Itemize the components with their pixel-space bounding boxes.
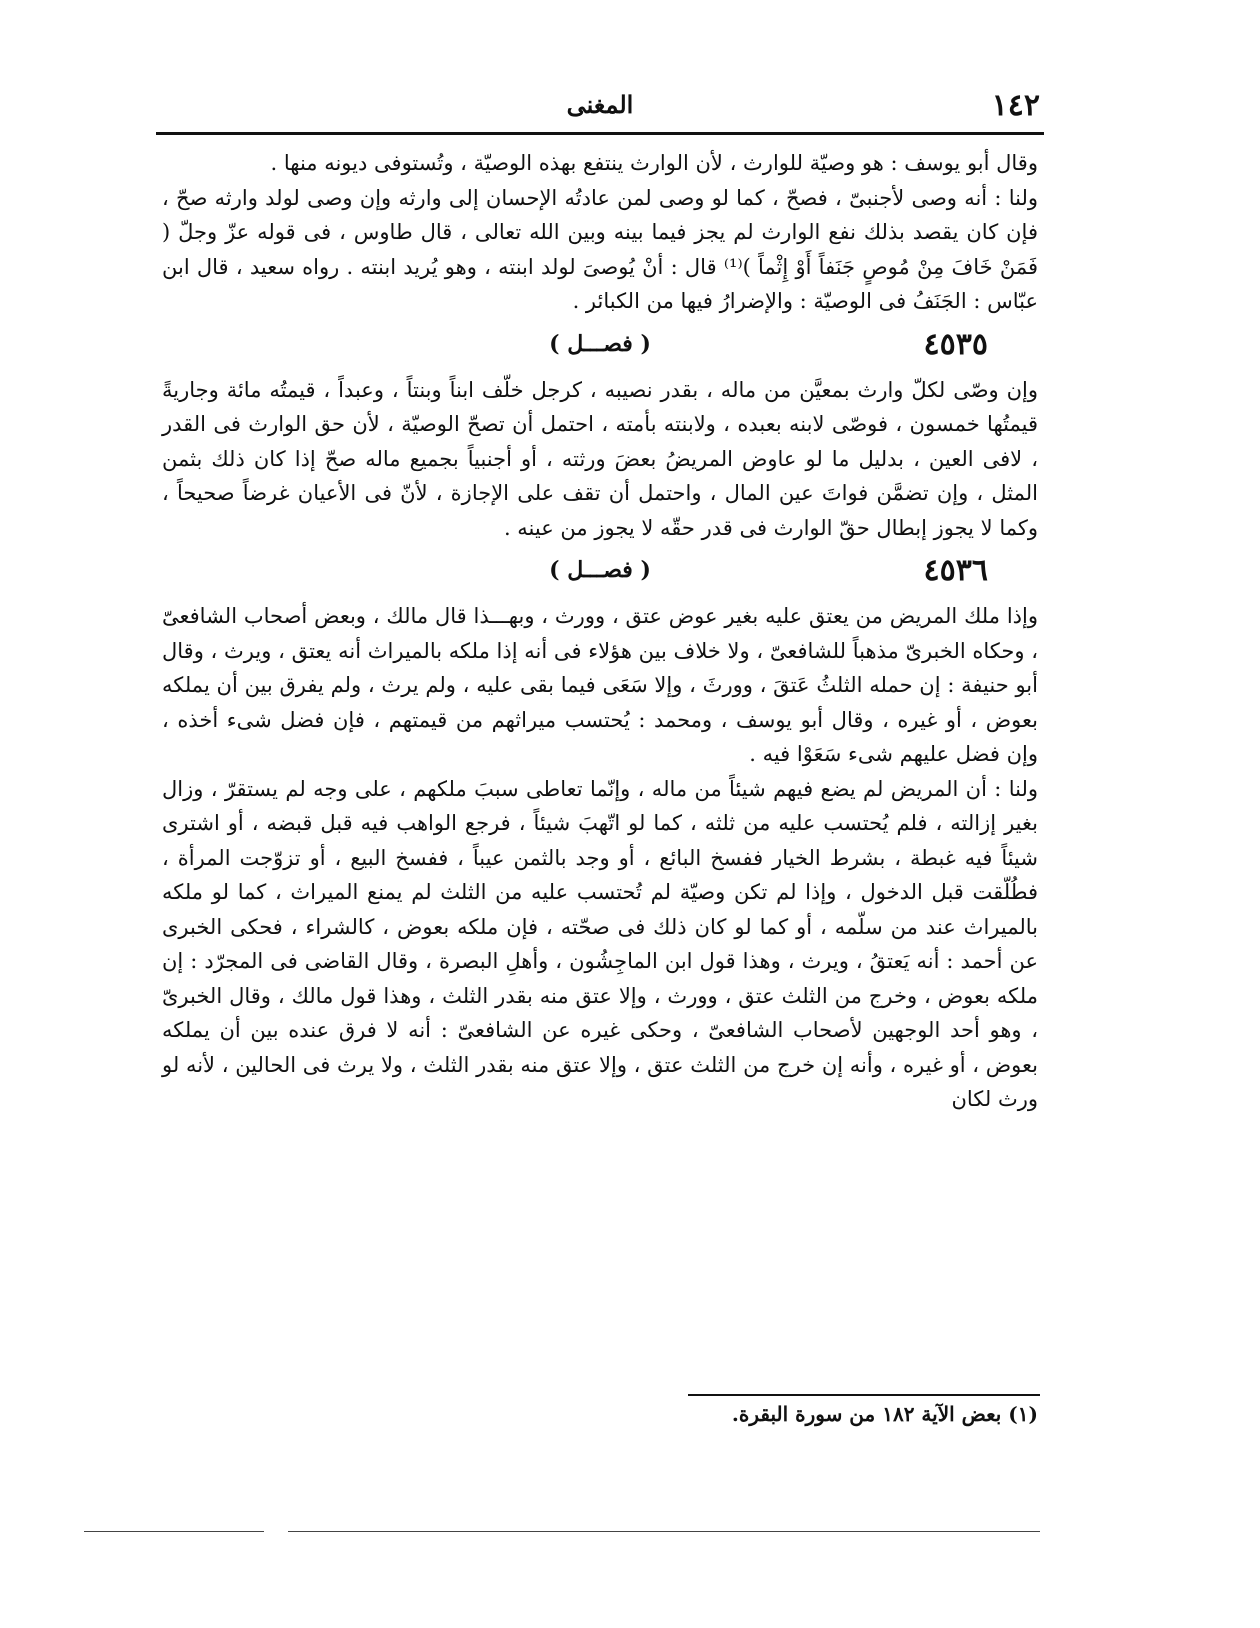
section-heading [162, 549, 1038, 597]
page-body [162, 146, 1038, 1117]
bottom-rule [288, 1531, 1040, 1532]
section-heading [162, 323, 1038, 371]
paragraph: وإذا ملك المريض من يعتق عليه بغير عوض عتق ، وورث ، وبهـــذا قال مالك ، وبعض أصحاب الشافعىّ ، وحكاه الخبرىّ مذهباً للشافعىّ ، ولا خلاف بين هؤلاء فى أنه إذا ملكه بالميراث أنه يعتق ، ويرث ، وقال أبو حنيفة : إن حمله الثلثُ عَتقَ ، وورثَ ، وإلا سَعَى فيما بقى عليه ، ولم يرث ، ولم يفرق بين أن يملكه بعوض ، أو غيره ، وقال أبو يوسف ، ومحمد : يُحتسب ميراثهم من قيمتهم ، فإن فضل شىء أخذه ، وإن فضل عليهم شىء سَعَوْا فيه . [162, 604, 1038, 766]
page-header [160, 88, 1040, 128]
section-title: ( فصـــل ) [549, 557, 651, 583]
section-number: ٤٥٣٥ [923, 326, 988, 362]
page-number: ١٤٢ [991, 88, 1040, 123]
bottom-rule [84, 1531, 264, 1532]
paragraph: وقال أبو يوسف : هو وصيّة للوارث ، لأن الوارث ينتفع بهذه الوصيّة ، وتُستوفى ديونه منها . [270, 151, 1038, 175]
header-rule [156, 132, 1044, 135]
paragraph: ولنا : أنه وصى لأجنبىّ ، فصحّ ، كما لو وصى لمن عادتُه الإحسان إلى وارثه وإن وصى لولد وارثه صحّ ، فإن كان يقصد بذلك نفع الوارث لم يجز فيما بينه وبين الله تعالى ، قال طاوس ، فى قوله عزّ وجلّ ( فَمَنْ خَافَ مِنْ مُوصٍ جَنَفاً أَوْ إِثْماً )⁽¹⁾ قال : أنْ يُوصىَ لولد ابنته ، وهو يُريد ابنته . رواه سعيد ، قال ابن عبّاس : الجَنَفُ فى الوصيّة : والإضرارُ فيها من الكبائر . [162, 185, 1038, 313]
running-title: المغنى [566, 90, 634, 119]
paragraph: ولنا : أن المريض لم يضع فيهم شيئاً من ماله ، وإنّما تعاطى سببَ ملكهم ، على وجه لم يستقرّ ، وزال بغير إزالته ، فلم يُحتسب عليه من ثلثه ، كما لو اتّهبَ شيئاً ، فرجع الواهب فيه قبل قبضه ، أو اشترى شيئاً فيه غبطة ، بشرط الخيار ففسخ البائع ، أو وجد بالثمن عيباً ، ففسخ البيع ، أو تزوّجت المرأة ، فطُلّقت قبل الدخول ، وإذا لم تكن وصيّة لم تُحتسب عليه من الثلث لم يمنع الميراث ، كما لو ملكه بالميراث عند من سلّمه ، أو كما لو كان ذلك فى صحّته ، فإن ملكه بعوض ، كالشراء ، فحكى الخبرى عن أحمد : أنه يَعتقُ ، ويرث ، وهذا قول ابن الماجِشُون ، وأهلِ البصرة ، وقال القاضى فى المجرّد : إن ملكه بعوض ، وخرج من الثلث عتق ، وورث ، وإلا عتق منه بقدر الثلث ، وهذا قول مالك ، وقال الخبرىّ ، وهو أحد الوجهين لأصحاب الشافعىّ ، وحكى غيره عن الشافعىّ : أنه لا فرق عنده بين أن يملكه بعوض ، أو غيره ، وأنه إن خرج من الثلث عتق ، وإلا عتق منه بقدر الثلث ، ولا يرث فى الحالين ، لأنه لو ورث لكان [162, 776, 1038, 1111]
section-title: ( فصـــل ) [549, 330, 651, 357]
paragraph: وإن وصّى لكلّ وارث بمعيَّن من ماله ، بقدر نصيبه ، كرجل خلّف ابناً وبنتاً ، وعبداً ، قيمتُه مائة وجاريةً قيمتُها خمسون ، فوصّى لابنه بعبده ، ولابنته بأمته ، احتمل أن تصحّ الوصيّة ، لأن حق الوارث فى القدر ، لافى العين ، بدليل ما لو عاوض المريضُ بعضَ ورثته ، أو أجنبياً بجميع ماله صحّ إذا كان ذلك بثمن المثل ، وإن تضمَّن فواتَ عين المال ، واحتمل أن تقف على الإجازة ، لأنّ فى الأعيان غرضاً صحيحاً ، وكما لا يجوز إبطال حقّ الوارث فى قدر حقّه لا يجوز من عينه . [162, 377, 1039, 540]
section-number: ٤٥٣٦ [923, 553, 988, 588]
footnote: (١) بعض الآية ١٨٢ من سورة البقرة. [731, 1402, 1038, 1426]
footnote-rule [688, 1394, 1040, 1396]
